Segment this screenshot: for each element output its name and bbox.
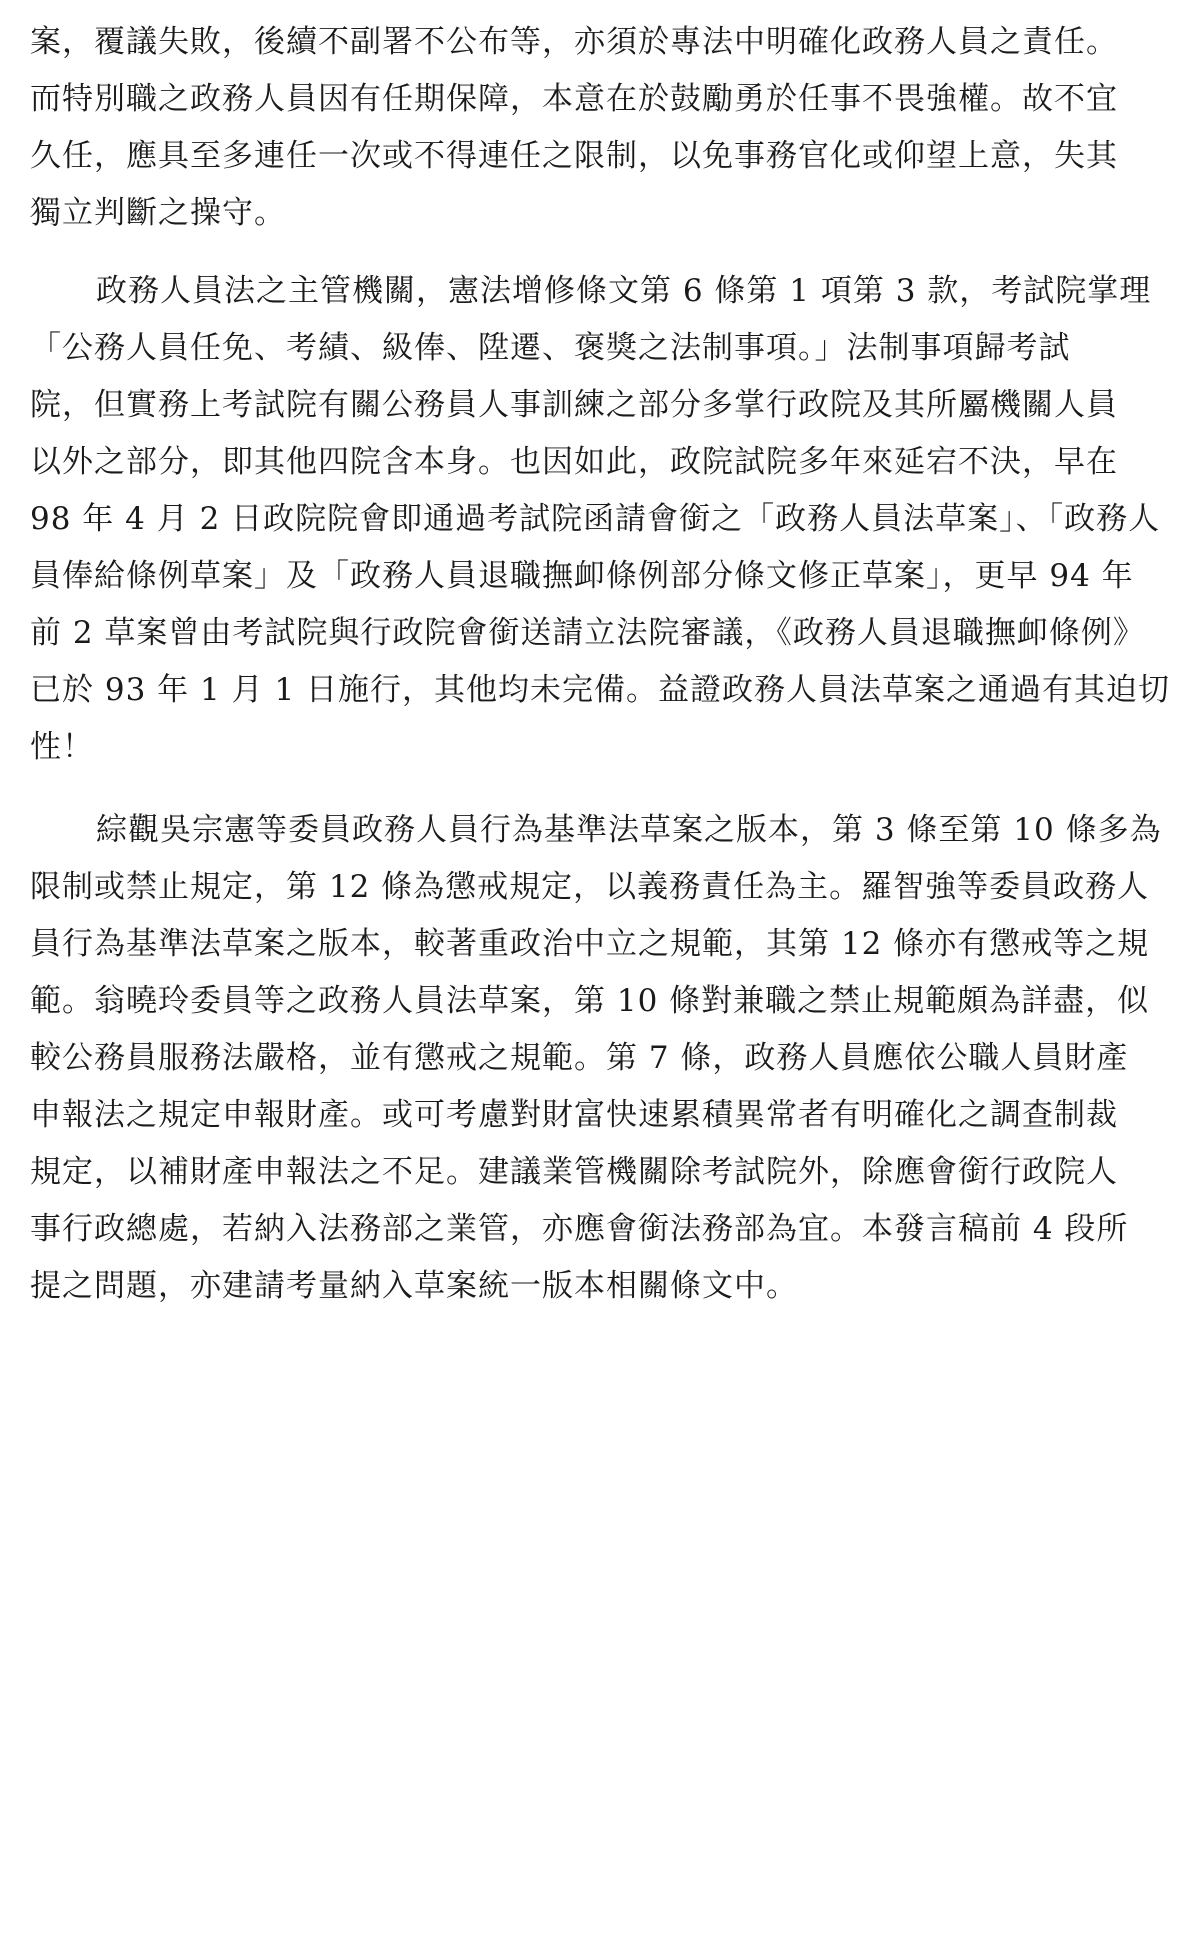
document-body — [30, 14, 1180, 1336]
text-line: 限制或禁止規定，第 12 條為懲戒規定，以義務責任為主。羅智強等委員政務人 — [30, 869, 1150, 905]
paragraph-3 — [30, 802, 1180, 1315]
text-line: 範。翁曉玲委員等之政務人員法草案，第 10 條對兼職之禁止規範頗為詳盡，似 — [30, 983, 1150, 1019]
text-line: 較公務員服務法嚴格，並有懲戒之規範。第 7 條，政務人員應依公職人員財產 — [30, 1040, 1129, 1076]
text-line: 員行為基準法草案之版本，較著重政治中立之規範，其第 12 條亦有懲戒等之規 — [30, 926, 1150, 962]
text-line: 性！ — [30, 729, 94, 765]
text-line: 申報法之規定申報財產。或可考慮對財富快速累積異常者有明確化之調查制裁 — [30, 1097, 1118, 1133]
paragraph-2 — [30, 263, 1180, 776]
text-line: 提之問題，亦建請考量納入草案統一版本相關條文中。 — [30, 1268, 798, 1304]
text-line: 而特別職之政務人員因有任期保障，本意在於鼓勵勇於任事不畏強權。故不宜 — [30, 81, 1118, 117]
text-line: 獨立判斷之操守。 — [30, 195, 286, 231]
text-line: 98 年 4 月 2 日政院院會即通過考試院函請會銜之「政務人員法草案」、「政務人 — [30, 501, 1161, 537]
text-line: 事行政總處，若納入法務部之業管，亦應會銜法務部為宜。本發言稿前 4 段所 — [30, 1211, 1129, 1247]
text-line: 院，但實務上考試院有關公務員人事訓練之部分多掌行政院及其所屬機關人員 — [30, 387, 1118, 423]
text-line: 案，覆議失敗，後續不副署不公布等，亦須於專法中明確化政務人員之責任。 — [30, 24, 1118, 60]
text-line: 久任，應具至多連任一次或不得連任之限制，以免事務官化或仰望上意，失其 — [30, 138, 1118, 174]
text-line: 前 2 草案曾由考試院與行政院會銜送請立法院審議，《政務人員退職撫卹條例》 — [30, 615, 1145, 651]
text-line: 以外之部分，即其他四院含本身。也因如此，政院試院多年來延宕不決，早在 — [30, 444, 1118, 480]
text-line: 政務人員法之主管機關，憲法增修條文第 6 條第 1 項第 3 款，考試院掌理 — [96, 273, 1152, 309]
text-line: 「公務人員任免、考績、級俸、陞遷、褒獎之法制事項。」法制事項歸考試 — [30, 330, 1071, 366]
text-line: 規定，以補財產申報法之不足。建議業管機關除考試院外，除應會銜行政院人 — [30, 1154, 1118, 1190]
text-line: 已於 93 年 1 月 1 日施行，其他均未完備。益證政務人員法草案之通過有其迫切 — [30, 672, 1171, 708]
text-line: 綜觀吳宗憲等委員政務人員行為基準法草案之版本，第 3 條至第 10 條多為 — [96, 812, 1162, 848]
paragraph-1 — [30, 14, 1180, 242]
text-line: 員俸給條例草案」及「政務人員退職撫卹條例部分條文修正草案」，更早 94 年 — [30, 558, 1134, 594]
